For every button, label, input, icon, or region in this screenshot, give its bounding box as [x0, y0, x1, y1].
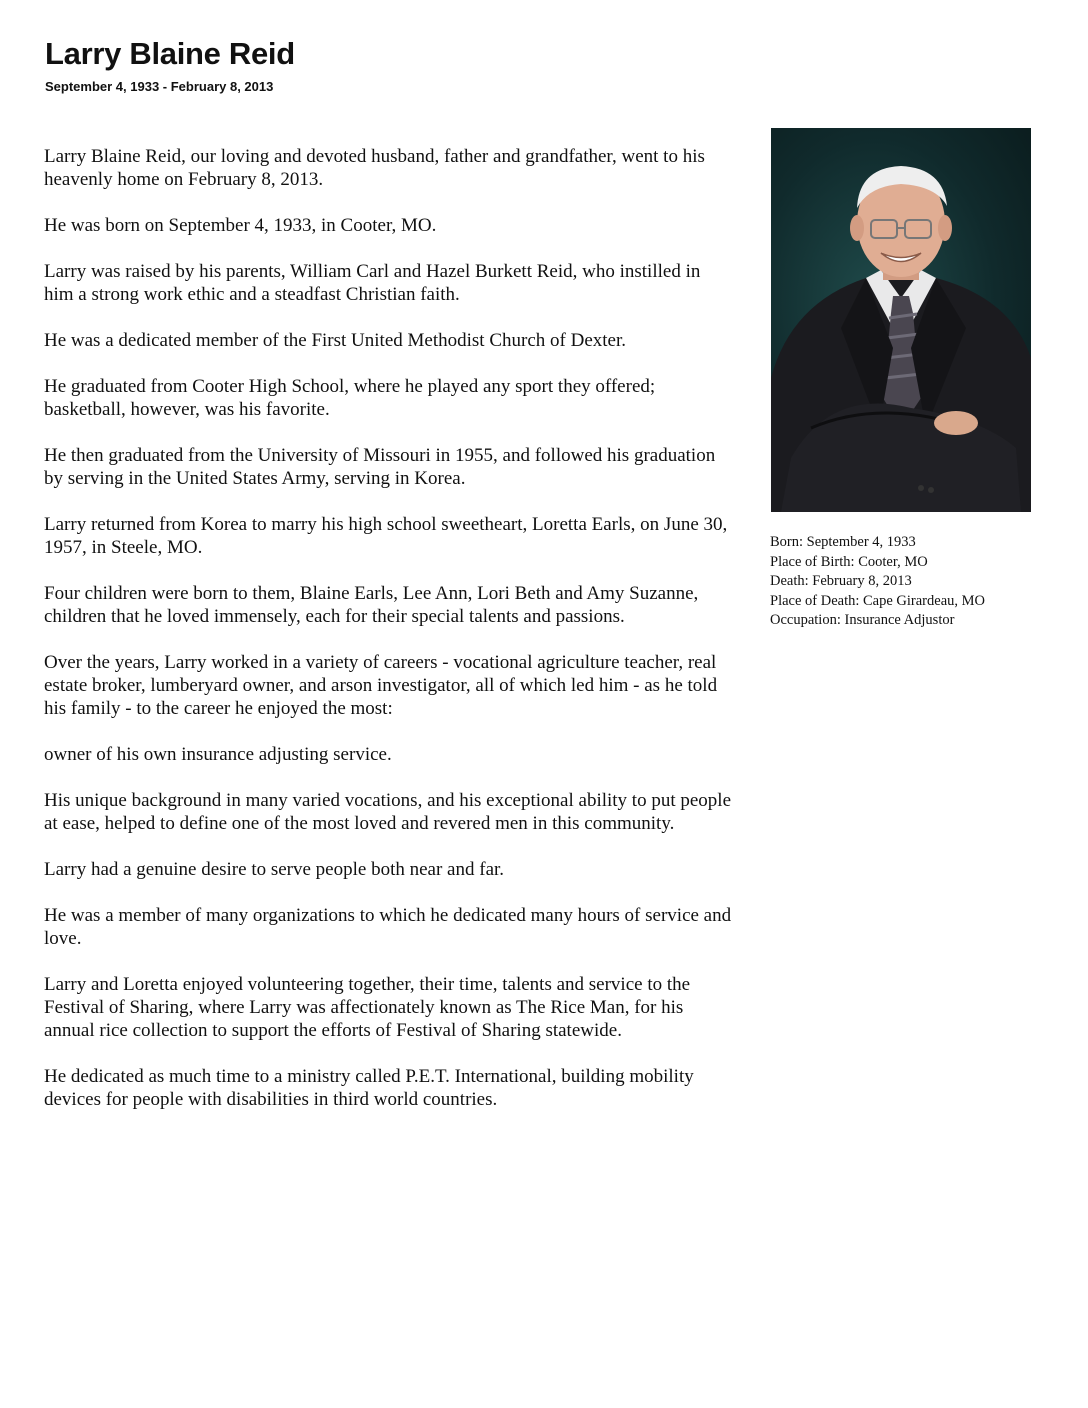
paragraph: He then graduated from the University of Missouri in 1955, and followed his graduation by serving in the United States Army, serving in Korea. — [44, 445, 716, 489]
occupation: Occupation: Insurance Adjustor — [770, 612, 955, 628]
paragraph: He was a member of many organizations to which he dedicated many hours of service and love. — [44, 905, 732, 949]
place-of-birth: Place of Birth: Cooter, MO — [770, 553, 928, 570]
paragraph: Larry had a genuine desire to serve people both near and far. — [44, 859, 505, 880]
paragraph: Larry and Loretta enjoyed volunteering together, their time, talents and service to the Festival of Sharing, where Larry was affectionately known as The Rice Man, for his annual rice collection to support the efforts of Festival of Sharing statewide. — [44, 974, 691, 1041]
death-date: Death: February 8, 2013 — [770, 573, 912, 589]
paragraph: Larry Blaine Reid, our loving and devoted husband, father and grandfather, went to his heavenly home on February 8, 2013. — [44, 146, 705, 190]
paragraph: Four children were born to them, Blaine Earls, Lee Ann, Lori Beth and Amy Suzanne, children that he loved immensely, each for their special talents and passions. — [44, 583, 699, 627]
paragraph: Larry returned from Korea to marry his high school sweetheart, Loretta Earls, on June 30, 1957, in Steele, MO. — [44, 514, 728, 558]
born-date: Born: September 4, 1933 — [770, 534, 916, 550]
paragraph: He dedicated as much time to a ministry called P.E.T. International, building mobility devices for people with disabilities in third world countries. — [44, 1066, 694, 1110]
paragraph: He was born on September 4, 1933, in Cooter, MO. — [44, 215, 437, 236]
paragraph: He was a dedicated member of the First United Methodist Church of Dexter. — [44, 330, 626, 351]
portrait-photo — [771, 128, 1031, 512]
vital-facts — [770, 533, 985, 631]
paragraph: He graduated from Cooter High School, where he played any sport they offered; basketball, however, was his favorite. — [44, 376, 656, 420]
paragraph: His unique background in many varied vocations, and his exceptional ability to put people at ease, helped to define one of the most loved and revered men in this community. — [44, 790, 732, 834]
place-of-death: Place of Death: Cape Girardeau, MO — [770, 592, 986, 609]
obituary-body — [44, 145, 734, 1134]
paragraph: Larry was raised by his parents, William Carl and Hazel Burkett Reid, who instilled in him a strong work ethic and a steadfast Christian faith. — [44, 261, 701, 305]
page-title: Larry Blaine Reid — [45, 36, 295, 71]
life-dates: September 4, 1933 - February 8, 2013 — [45, 79, 274, 94]
paragraph: Over the years, Larry worked in a variety of careers - vocational agriculture teacher, real estate broker, lumberyard owner, and arson investigator, all of which led him - as he told his family - to the career he enjoyed the most: — [44, 652, 718, 719]
paragraph: owner of his own insurance adjusting service. — [44, 744, 392, 765]
